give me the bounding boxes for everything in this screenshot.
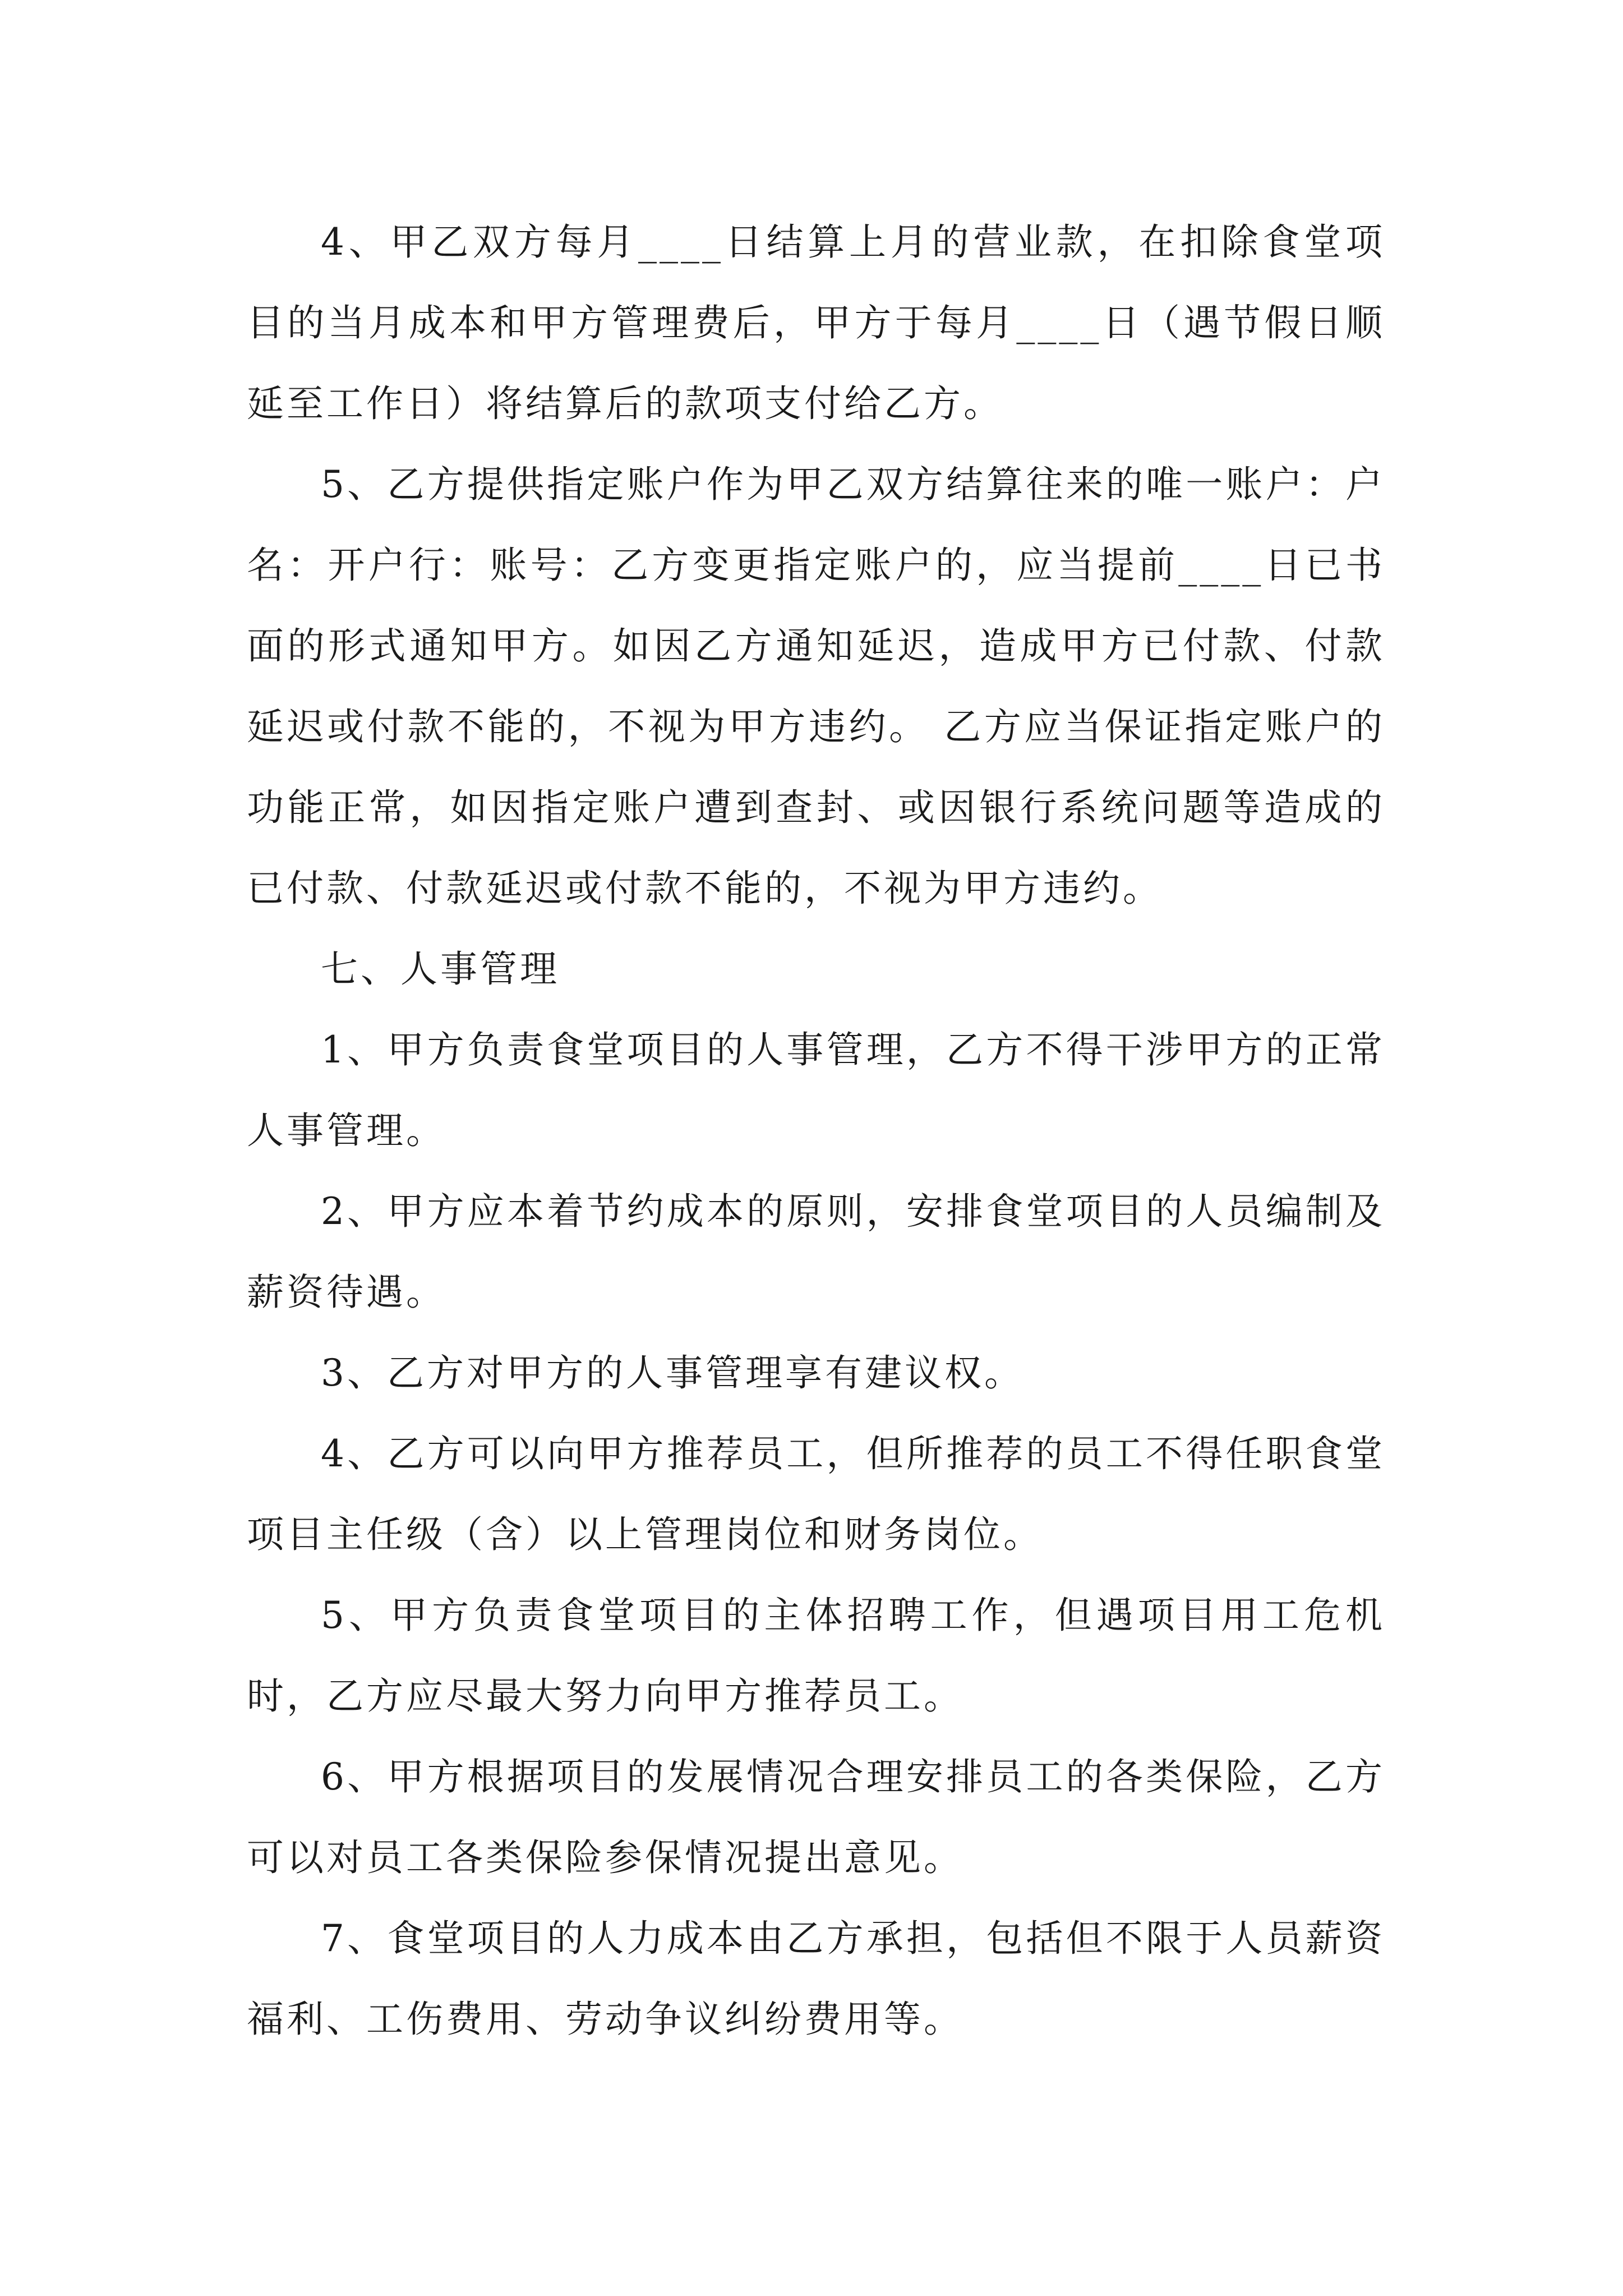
personnel-item-1: 1、甲方负责食堂项目的人事管理，乙方不得干涉甲方的正常人事管理。 xyxy=(247,1028,1385,1152)
paragraph-designated-account: 5、乙方提供指定账户作为甲乙双方结算往来的唯一账户：户名：开户行：账号：乙方变更指定账户的，应当提前____日已书面的形式通知甲方。如因乙方通知延迟，造成甲方已付款、付款延迟或付款不能的，不视为甲方违约。 乙方应当保证指定账户的功能正常，如因指定账户遭到查封、或因银行系统问题等造成的已付款、付款延迟或付款不能的，不视为甲方违约。 xyxy=(247,463,1385,910)
document-body xyxy=(247,202,1385,2060)
personnel-item-7: 7、食堂项目的人力成本由乙方承担，包括但不限于人员薪资福利、工伤费用、劳动争议纠纷费用等。 xyxy=(247,1917,1385,2041)
personnel-item-4: 4、乙方可以向甲方推荐员工，但所推荐的员工不得任职食堂项目主任级（含）以上管理岗位和财务岗位。 xyxy=(247,1432,1385,1556)
personnel-item-6: 6、甲方根据项目的发展情况合理安排员工的各类保险，乙方可以对员工各类保险参保情况提出意见。 xyxy=(247,1755,1385,1879)
personnel-item-5: 5、甲方负责食堂项目的主体招聘工作，但遇项目用工危机时，乙方应尽最大努力向甲方推荐员工。 xyxy=(247,1594,1385,1718)
paragraph-settlement: 4、甲乙双方每月____日结算上月的营业款，在扣除食堂项目的当月成本和甲方管理费后，甲方于每月____日（遇节假日顺延至工作日）将结算后的款项支付给乙方。 xyxy=(247,220,1385,425)
personnel-item-3: 3、乙方对甲方的人事管理享有建议权。 xyxy=(321,1351,1024,1395)
section-title-personnel: 七、人事管理 xyxy=(321,947,560,991)
personnel-item-2: 2、甲方应本着节约成本的原则，安排食堂项目的人员编制及薪资待遇。 xyxy=(247,1190,1385,1314)
